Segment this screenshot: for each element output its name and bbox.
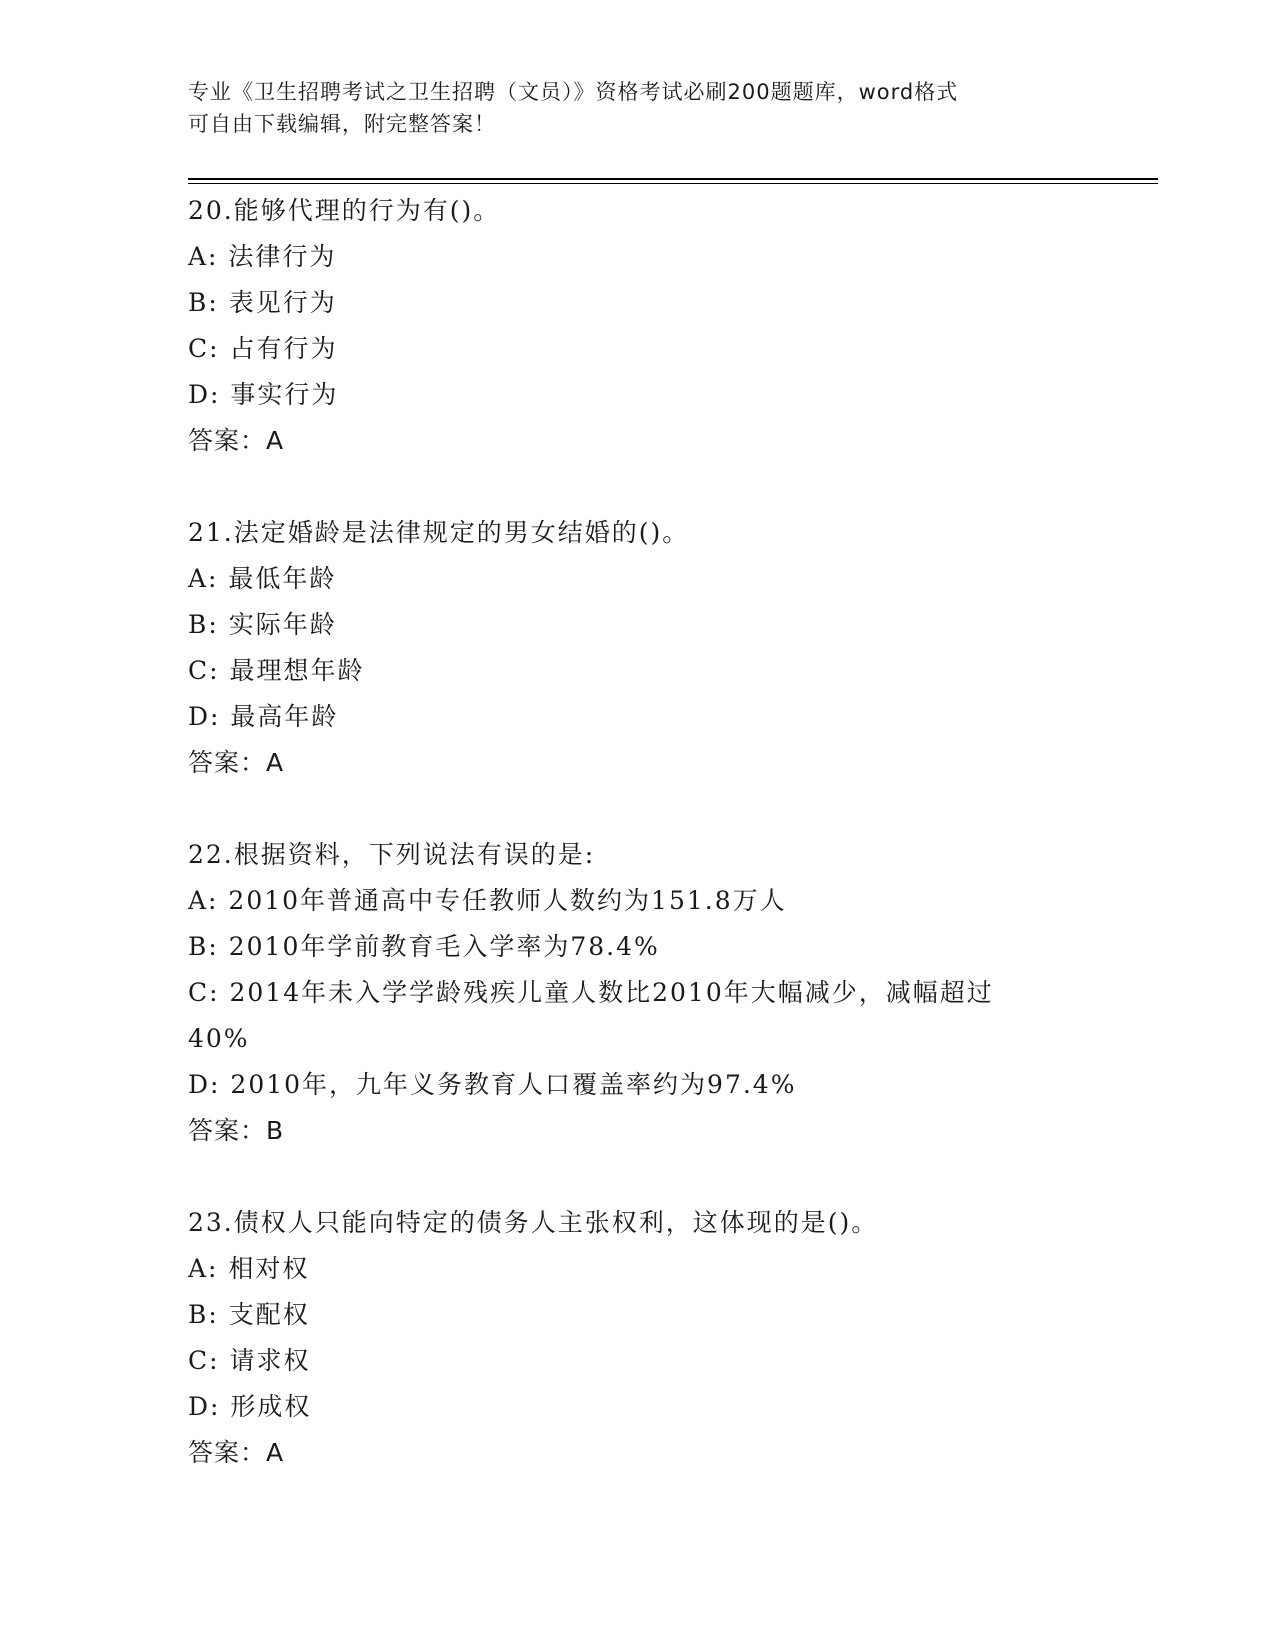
option-c: C: 请求权 xyxy=(188,1346,311,1375)
option-b: B: 支配权 xyxy=(188,1300,310,1329)
question-20 xyxy=(188,188,1158,464)
question-22 xyxy=(188,832,1158,1154)
header-divider xyxy=(188,178,1158,180)
answer-label: 答案：A xyxy=(188,426,285,455)
question-stem: 23.债权人只能向特定的债务人主张权利，这体现的是()。 xyxy=(188,1208,879,1237)
question-23 xyxy=(188,1200,1158,1476)
option-c: C: 最理想年龄 xyxy=(188,656,365,685)
option-d: D: 形成权 xyxy=(188,1392,312,1421)
option-d: D: 最高年龄 xyxy=(188,702,339,731)
option-d: D: 2010年，九年义务教育人口覆盖率约为97.4% xyxy=(188,1070,797,1099)
answer-label: 答案：B xyxy=(188,1116,285,1145)
question-stem: 20.能够代理的行为有()。 xyxy=(188,196,501,225)
option-a: A: 最低年龄 xyxy=(188,564,337,593)
question-stem: 21.法定婚龄是法律规定的男女结婚的()。 xyxy=(188,518,690,547)
answer-label: 答案：A xyxy=(188,748,285,777)
header-divider-thin xyxy=(188,183,1158,184)
option-b: B: 实际年龄 xyxy=(188,610,337,639)
option-a: A: 2010年普通高中专任教师人数约为151.8万人 xyxy=(188,886,787,915)
option-b: B: 表见行为 xyxy=(188,288,337,317)
question-stem: 22.根据资料，下列说法有误的是: xyxy=(188,840,596,869)
option-a: A: 法律行为 xyxy=(188,242,337,271)
option-c: C: 占有行为 xyxy=(188,334,338,363)
question-21 xyxy=(188,510,1158,786)
option-d: D: 事实行为 xyxy=(188,380,339,409)
answer-label: 答案：A xyxy=(188,1438,285,1467)
option-c: C: 2014年未入学学龄残疾儿童人数比2010年大幅减少，减幅超过40% xyxy=(188,978,994,1053)
question-list xyxy=(188,188,1158,1522)
document-header xyxy=(188,76,1068,140)
option-b: B: 2010年学前教育毛入学率为78.4% xyxy=(188,932,660,961)
header-line-1: 专业《卫生招聘考试之卫生招聘（文员）》资格考试必刷200题题库，word格式 xyxy=(188,80,959,104)
header-line-2: 可自由下载编辑，附完整答案！ xyxy=(188,112,496,136)
option-a: A: 相对权 xyxy=(188,1254,310,1283)
